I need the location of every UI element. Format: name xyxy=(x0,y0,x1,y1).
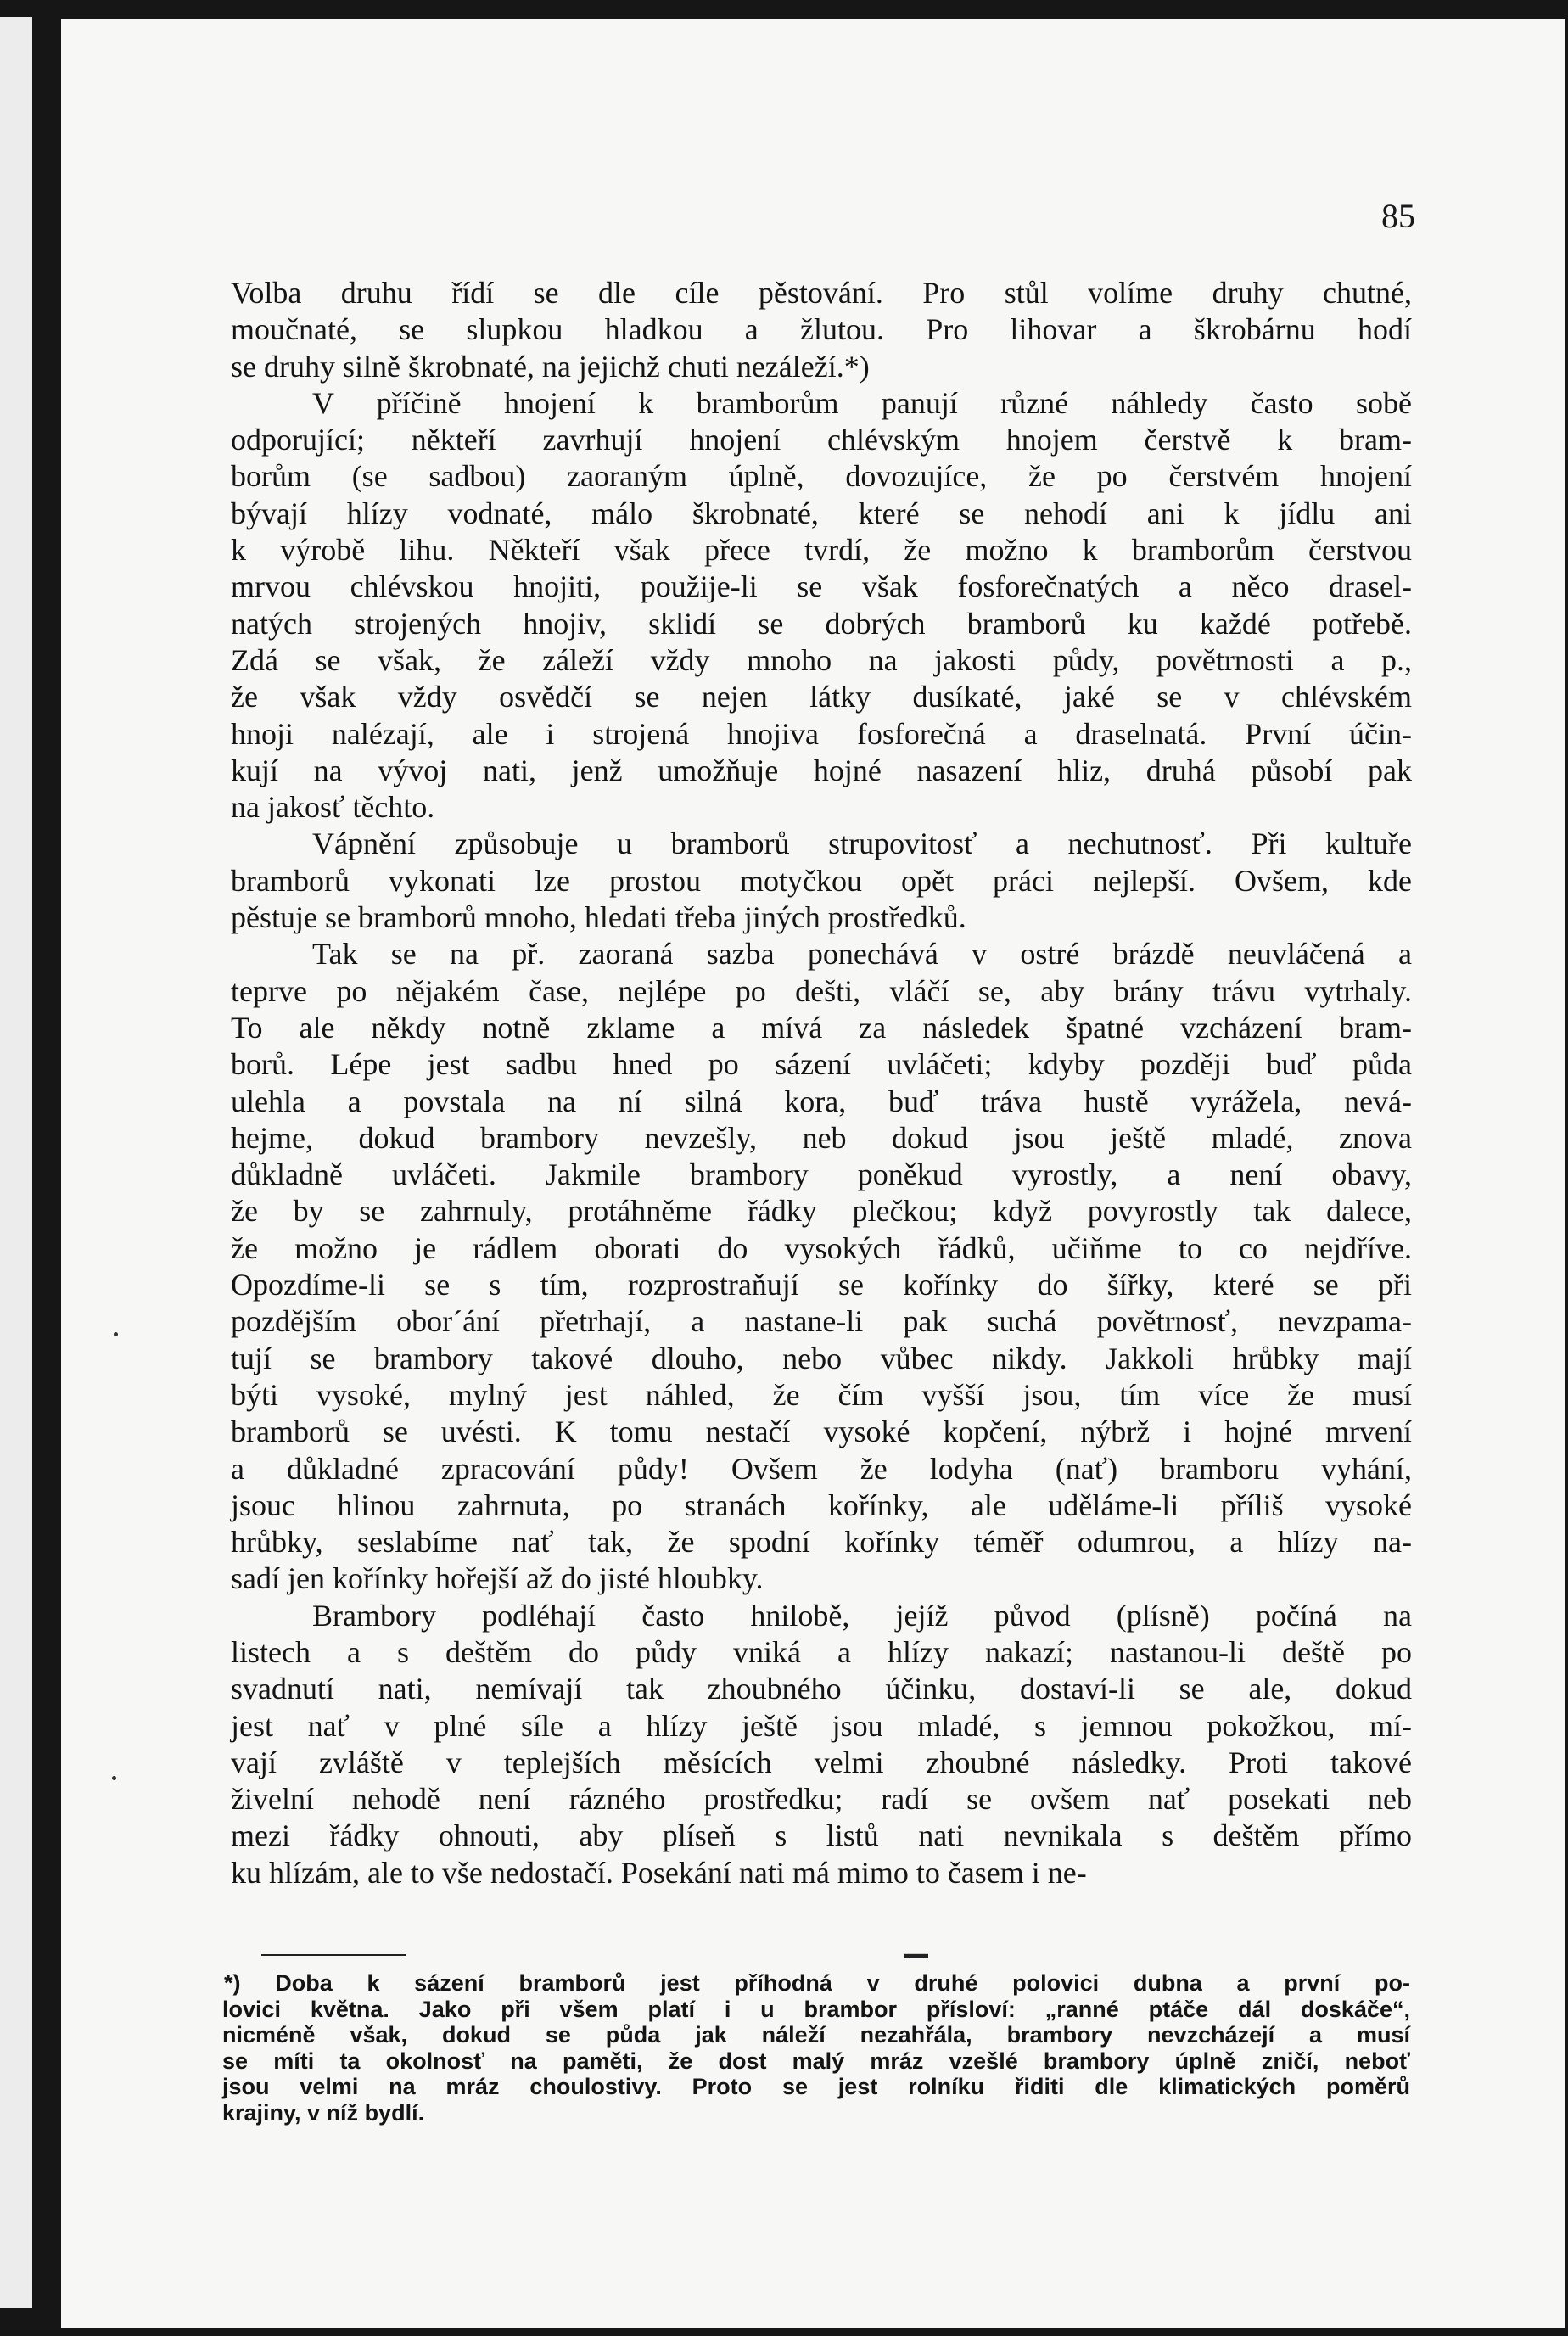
text-line: se druhy silně škrobnaté, na jejichž chuti nezáleží.*) xyxy=(231,349,870,384)
text-line: hrůbky, seslabíme nať tak, že spodní kořínky téměř odumrou, a hlízy na- xyxy=(231,1525,1412,1560)
previous-page-edge xyxy=(0,17,32,2308)
text-line: natých strojených hnojiv, sklidí se dobrých bramborů ku každé potřebě. xyxy=(231,606,1412,641)
text-line: Tak se na př. zaoraná sazba ponechává v ostré brázdě neuvláčená a xyxy=(312,937,1412,972)
text-line: V příčině hnojení k bramborům panují různé náhledy často sobě xyxy=(312,385,1412,420)
footnote xyxy=(222,1970,1410,2126)
text-line: živelní nehodě není rázného prostředku; radí se ovšem nať posekati neb xyxy=(231,1782,1412,1817)
text-line: jsouc hlinou zahrnuta, po stranách kořínky, ale uděláme-li příliš vysoké xyxy=(231,1487,1412,1522)
text-line: kují na vývoj nati, jenž umožňuje hojné nasazení hliz, druhá působí pak xyxy=(231,753,1412,787)
text-line: bramborů se uvésti. K tomu nestačí vysoké kopčení, nýbrž i hojné mrvení xyxy=(231,1414,1412,1449)
text-line: To ale někdy notně zklame a mívá za následek špatné vzcházení bram- xyxy=(231,1010,1412,1045)
text-line: tují se brambory takové dlouho, nebo vůbec nikdy. Jakkoli hrůbky mají xyxy=(231,1341,1412,1375)
text-line: lovici května. Jako při všem platí i u brambor přísloví: „ranné ptáče dál doskáče“, xyxy=(222,1996,1410,2022)
text-line: důkladně uvláčeti. Jakmile brambory poněkud vyrostly, a není obavy, xyxy=(231,1157,1412,1192)
book-page xyxy=(61,19,1565,2328)
paragraph xyxy=(231,936,1412,1597)
paragraph xyxy=(231,385,1412,826)
text-line: pozdějším obor´ání přetrhají, a nastane-li pak suchá povětrnosť, nevzpama- xyxy=(231,1304,1412,1339)
text-line: pěstuje se bramborů mnoho, hledati třeba jiných prostředků. xyxy=(231,900,966,935)
text-line: Vápnění způsobuje u bramborů strupovitosť a nechutnosť. Při kultuře xyxy=(312,826,1412,861)
text-line: Zdá se však, že záleží vždy mnoho na jakosti půdy, povětrnosti a p., xyxy=(231,642,1412,677)
text-line: že však vždy osvědčí se nejen látky dusíkaté, jaké se v chlévském xyxy=(231,680,1412,714)
text-line: Opozdíme-li se s tím, rozprostraňují se kořínky do šířky, které se při xyxy=(231,1268,1412,1302)
text-line: bramborů vykonati lze prostou motyčkou opět práci nejlepší. Ovšem, kde xyxy=(231,863,1412,898)
text-line: ku hlízám, ale to vše nedostačí. Posekání nati má mimo to časem i ne- xyxy=(231,1855,1087,1890)
text-line: hejme, dokud brambory nevzešly, neb dokud jsou ještě mladé, znova xyxy=(231,1120,1412,1155)
scan-speck xyxy=(112,1776,116,1780)
main-text xyxy=(231,275,1412,1891)
footnote-text xyxy=(222,1970,1410,2126)
text-line: ulehla a povstala na ní silná kora, buď tráva hustě vyrážela, nevá- xyxy=(231,1084,1412,1118)
text-line: Volba druhu řídí se dle cíle pěstování. Pro stůl volíme druhy chutné, xyxy=(231,276,1412,310)
printer-ornament: ▬▬ xyxy=(904,1948,928,1961)
text-line: listech a s deštěm do půdy vniká a hlízy nakazí; nastanou-li deště po xyxy=(231,1634,1412,1669)
paragraph xyxy=(231,1598,1412,1891)
text-line: borům (se sadbou) zaoraným úplně, dovozujíce, že po čerstvém hnojení xyxy=(231,459,1412,494)
footnote-rule xyxy=(261,1954,406,1956)
text-line: že možno je rádlem oborati do vysokých řádků, učiňme to co nejdříve. xyxy=(231,1230,1412,1265)
text-line: k výrobě lihu. Někteří však přece tvrdí, že možno k bramborům čerstvou xyxy=(231,533,1412,568)
text-line: na jakosť těchto. xyxy=(231,790,435,825)
scan-speck xyxy=(114,1332,118,1336)
text-line: že by se zahrnuly, protáhněme řádky plečkou; když povyrostly tak dalece, xyxy=(231,1194,1412,1229)
text-line: nicméně však, dokud se půda jak náleží nezahřála, brambory nevzcházejí a musí xyxy=(222,2022,1410,2048)
text-line: jest nať v plné síle a hlízy ještě jsou mladé, s jemnou pokožkou, mí- xyxy=(231,1708,1412,1743)
text-line: teprve po nějakém čase, nejlépe po dešti, vláčí se, aby brány trávu vytrhaly. xyxy=(231,973,1412,1008)
text-line: odporující; někteří zavrhují hnojení chlévským hnojem čerstvě k bram- xyxy=(231,423,1412,457)
text-line: mezi řádky ohnouti, aby plíseň s listů nati nevnikala s deštěm přímo xyxy=(231,1818,1412,1853)
text-line: moučnaté, se slupkou hladkou a žlutou. Pro lihovar a škrobárnu hodí xyxy=(231,312,1412,347)
text-line: krajiny, v níž bydlí. xyxy=(222,2099,425,2126)
text-line: *) Doba k sázení bramborů jest příhodná v druhé polovici dubna a první po- xyxy=(224,1970,1410,1996)
text-line: jsou velmi na mráz choulostivy. Proto se jest rolníku řiditi dle klimatických poměrů xyxy=(222,2074,1410,2099)
paragraph xyxy=(231,275,1412,385)
text-line: bývají hlízy vodnaté, málo škrobnaté, které se nehodí ani k jídlu ani xyxy=(231,496,1412,530)
text-line: svadnutí nati, nemívají tak zhoubného účinku, dostaví-li se ale, dokud xyxy=(231,1672,1412,1706)
text-line: se míti ta okolnosť na paměti, že dost malý mráz vzešlé brambory úplně zničí, neboť xyxy=(222,2048,1410,2074)
text-line: sadí jen kořínky hořejší až do jisté hloubky. xyxy=(231,1561,764,1596)
text-line: vají zvláště v teplejších měsících velmi zhoubné následky. Proti takové xyxy=(231,1745,1412,1779)
text-line: a důkladné zpracování půdy! Ovšem že lodyha (nať) bramboru vyhání, xyxy=(231,1451,1412,1486)
page-number: 85 xyxy=(1381,197,1415,235)
text-line: mrvou chlévskou hnojiti, použije-li se však fosforečnatých a něco drasel- xyxy=(231,569,1412,604)
paragraph xyxy=(231,826,1412,936)
text-line: borů. Lépe jest sadbu hned po sázení uvláčeti; kdyby později buď půda xyxy=(231,1047,1412,1082)
text-line: hnoji nalézají, ale i strojená hnojiva fosforečná a draselnatá. První účin- xyxy=(231,716,1412,751)
text-line: býti vysoké, mylný jest náhled, že čím vyšší jsou, tím více že musí xyxy=(231,1377,1412,1412)
text-line: Brambory podléhají často hnilobě, jejíž původ (plísně) počíná na xyxy=(312,1598,1412,1633)
